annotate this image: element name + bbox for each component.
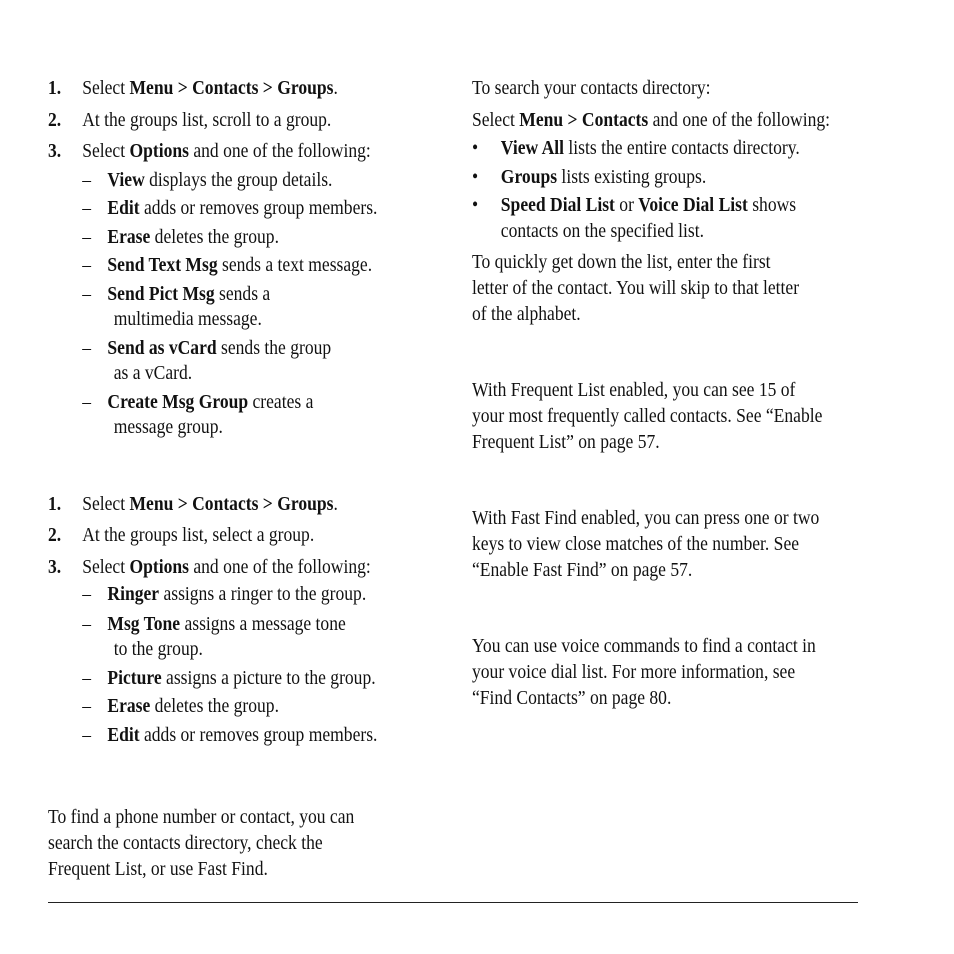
option-name: View All: [500, 138, 565, 159]
select-text: and one of the following:: [648, 110, 831, 131]
option-name: Ringer: [107, 584, 160, 605]
step-text: Select: [82, 141, 130, 162]
dash: –: [82, 170, 91, 191]
option-desc: deletes the group.: [150, 227, 279, 248]
bullet: •: [472, 195, 479, 216]
option-desc: message group.: [113, 417, 223, 438]
dash: –: [82, 696, 91, 717]
sub-item: [48, 225, 279, 251]
dash: –: [82, 668, 91, 689]
step-number: 3.: [48, 141, 62, 162]
sub-item: [48, 666, 376, 692]
option-desc: assigns a picture to the group.: [161, 668, 376, 689]
option-name: Picture: [107, 668, 162, 689]
find-intro-line: Frequent List, or use Fast Find.: [48, 859, 268, 880]
dash: –: [82, 392, 91, 413]
option-desc: deletes the group.: [150, 696, 279, 717]
option-desc: lists existing groups.: [557, 167, 707, 188]
step-text: Select: [82, 494, 130, 515]
option-name: Create Msg Group: [107, 392, 249, 413]
footer-rule: [48, 902, 858, 903]
option-desc: assigns a ringer to the group.: [159, 584, 367, 605]
bullet-item: [472, 193, 796, 219]
punct: .: [333, 78, 338, 99]
sub-item: [48, 336, 331, 362]
dash: –: [82, 614, 91, 635]
bullet-item-cont: [472, 219, 704, 245]
voice-line: You can use voice commands to find a contact in: [472, 636, 816, 657]
step-line: [48, 76, 338, 102]
bullet: •: [472, 138, 479, 159]
quick-line: To quickly get down the list, enter the first: [472, 252, 771, 273]
sub-item: [48, 582, 366, 608]
search-intro: To search your contacts directory:: [472, 78, 711, 99]
options-label: Options: [129, 557, 189, 578]
frequent-line: Frequent List” on page 57.: [472, 432, 660, 453]
sub-item: [48, 196, 377, 222]
option-desc: as a vCard.: [113, 363, 193, 384]
step-text: and one of the following:: [188, 141, 371, 162]
option-name: Edit: [107, 725, 140, 746]
option-desc: adds or removes group members.: [139, 725, 378, 746]
sub-item: [48, 390, 313, 416]
sub-item: [48, 612, 346, 638]
frequent-line: your most frequently called contacts. See “Enable: [472, 406, 823, 427]
option-desc: sends a text message.: [217, 255, 373, 276]
sub-item-cont: [48, 361, 192, 387]
dash: –: [82, 284, 91, 305]
step-number: 2.: [48, 110, 62, 131]
quick-line: letter of the contact. You will skip to that letter: [472, 278, 800, 299]
option-desc: displays the group details.: [144, 170, 333, 191]
sub-item-cont: [48, 415, 223, 441]
menu-path: Menu > Contacts > Groups: [129, 78, 334, 99]
option-name: Erase: [107, 227, 151, 248]
option-desc: sends the group: [216, 338, 332, 359]
step-line: [48, 108, 331, 134]
option-desc: multimedia message.: [113, 309, 262, 330]
find-intro-line: search the contacts directory, check the: [48, 833, 323, 854]
step-text: At the groups list, scroll to a group.: [82, 110, 332, 131]
fastfind-line: keys to view close matches of the number. See: [472, 534, 800, 555]
option-desc: sends a: [214, 284, 271, 305]
options-label: Options: [129, 141, 189, 162]
option-desc: shows: [747, 195, 797, 216]
sub-item-cont: [48, 307, 262, 333]
menu-path: Menu > Contacts > Groups: [129, 494, 334, 515]
option-name: Send as vCard: [107, 338, 217, 359]
option-name: View: [107, 170, 145, 191]
step-line: [48, 523, 314, 549]
option-desc: to the group.: [113, 639, 203, 660]
dash: –: [82, 255, 91, 276]
step-text: Select: [82, 557, 130, 578]
punct: .: [333, 494, 338, 515]
select-text: Select: [472, 110, 520, 131]
step-number: 3.: [48, 557, 62, 578]
menu-path: Menu > Contacts: [519, 110, 649, 131]
option-desc: creates a: [248, 392, 314, 413]
sub-item: [48, 694, 279, 720]
bullet-item: [472, 165, 706, 191]
dash: –: [82, 338, 91, 359]
option-desc: assigns a message tone: [180, 614, 346, 635]
option-desc: or: [614, 195, 639, 216]
option-name: Send Pict Msg: [107, 284, 215, 305]
step-text: and one of the following:: [188, 557, 371, 578]
step-line: [48, 492, 338, 518]
option-name: Voice Dial List: [638, 195, 748, 216]
dash: –: [82, 227, 91, 248]
option-name: Msg Tone: [107, 614, 181, 635]
voice-line: “Find Contacts” on page 80.: [472, 688, 672, 709]
sub-item: [48, 253, 372, 279]
option-name: Groups: [500, 167, 558, 188]
option-name: Edit: [107, 198, 140, 219]
sub-item-cont: [48, 637, 203, 663]
bullet-item: [472, 136, 800, 162]
find-intro-line: To find a phone number or contact, you can: [48, 807, 355, 828]
option-name: Send Text Msg: [107, 255, 218, 276]
frequent-line: With Frequent List enabled, you can see 15 of: [472, 380, 796, 401]
option-name: Erase: [107, 696, 151, 717]
step-number: 1.: [48, 78, 62, 99]
option-name: Speed Dial List: [500, 195, 615, 216]
step-line: [48, 139, 371, 165]
dash: –: [82, 584, 91, 605]
bullet: •: [472, 167, 479, 188]
sub-item: [48, 282, 270, 308]
fastfind-line: “Enable Fast Find” on page 57.: [472, 560, 693, 581]
fastfind-line: With Fast Find enabled, you can press one or two: [472, 508, 820, 529]
quick-line: of the alphabet.: [472, 304, 581, 325]
voice-line: your voice dial list. For more information, see: [472, 662, 796, 683]
dash: –: [82, 198, 91, 219]
step-number: 2.: [48, 525, 62, 546]
step-text: At the groups list, select a group.: [82, 525, 315, 546]
sub-item: [48, 168, 332, 194]
option-desc: contacts on the specified list.: [500, 221, 705, 242]
sub-item: [48, 723, 377, 749]
step-number: 1.: [48, 494, 62, 515]
dash: –: [82, 725, 91, 746]
option-desc: adds or removes group members.: [139, 198, 378, 219]
step-text: Select: [82, 78, 130, 99]
search-select-line: [472, 108, 830, 134]
option-desc: lists the entire contacts directory.: [564, 138, 800, 159]
step-line: [48, 555, 371, 581]
